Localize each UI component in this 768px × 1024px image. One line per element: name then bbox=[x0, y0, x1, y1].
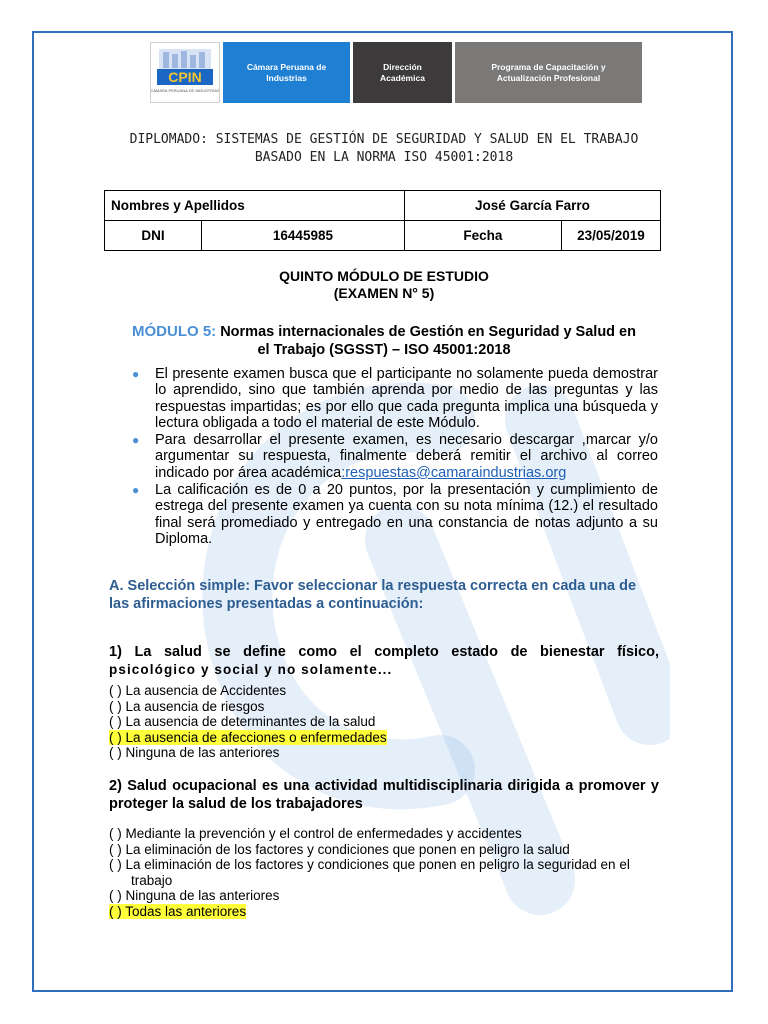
dni-value: 16445985 bbox=[202, 221, 405, 251]
instruction-text: El presente examen busca que el participante no solamente pueda demostrar lo aprendido, sino que también aprenda por medio de las preguntas y las respuestas impartidas; es por ello que cada pregunta implica una búsqueda y lectura obligada a todo el material de este Módulo. bbox=[155, 366, 658, 431]
q2-option-1[interactable]: ( ) Mediante la prevención y el control de enfermedades y accidentes bbox=[109, 826, 522, 841]
instructions-list bbox=[112, 366, 658, 548]
list-item bbox=[112, 366, 658, 431]
q1-option-2[interactable]: ( ) La ausencia de riesgos bbox=[109, 698, 265, 714]
q1-option-4-selected[interactable]: ( ) La ausencia de afecciones o enfermedades bbox=[109, 729, 387, 745]
question-2-options bbox=[109, 826, 669, 920]
list-item bbox=[112, 432, 658, 481]
question-1-options bbox=[109, 683, 669, 761]
bullet-icon: ● bbox=[132, 433, 140, 448]
email-link[interactable]: :respuestas@camaraindustrias.org bbox=[341, 464, 567, 481]
module-title bbox=[104, 323, 664, 341]
diploma-title-line2: BASADO EN LA NORMA ISO 45001:2018 bbox=[254, 150, 514, 165]
banner-segment-camara: Cámara Peruana de Industrias bbox=[220, 42, 350, 103]
q1-option-1[interactable]: ( ) La ausencia de Accidentes bbox=[109, 683, 287, 698]
module-title-line1: Normas internacionales de Gestión en Seguridad y Salud en bbox=[220, 324, 636, 340]
bullet-icon: ● bbox=[132, 483, 140, 498]
header-banner bbox=[150, 42, 642, 103]
dni-label: DNI bbox=[105, 221, 202, 251]
bullet-icon: ● bbox=[132, 367, 140, 381]
cpin-logo-icon bbox=[151, 43, 219, 102]
instruction-text: Para desarrollar el presente examen, es necesario descargar ,marcar y/o argumentar su respuesta, finalmente deberá remitir el archivo al correo indicado por área académica bbox=[155, 432, 658, 481]
date-value: 23/05/2019 bbox=[561, 221, 660, 251]
cpin-logo bbox=[150, 42, 220, 103]
section-a-heading: A. Selección simple: Favor seleccionar la respuesta correcta en cada una de las afirmaciones presentadas a continuación: bbox=[109, 578, 637, 612]
q2-option-4[interactable]: ( ) Ninguna de las anteriores bbox=[109, 888, 280, 904]
name-value: José García Farro bbox=[404, 191, 660, 221]
question-2: 2) Salud ocupacional es una actividad multidisciplinaria dirigida a promover y proteger la salud de los trabajadores bbox=[109, 778, 659, 812]
table-row bbox=[105, 191, 661, 221]
name-label: Nombres y Apellidos bbox=[105, 191, 405, 221]
banner-segment-programa: Programa de Capacitación y Actualización Profesional bbox=[452, 42, 642, 103]
q2-option-5-selected[interactable]: ( ) Todas las anteriores bbox=[109, 903, 247, 919]
q1-option-3[interactable]: ( ) La ausencia de determinantes de la salud bbox=[109, 714, 376, 730]
exam-heading-2: (EXAMEN N° 5) bbox=[333, 285, 435, 301]
q2-option-2[interactable]: ( ) La eliminación de los factores y condiciones que ponen en peligro la salud bbox=[109, 841, 570, 857]
diploma-title-line1: DIPLOMADO: SISTEMAS DE GESTIÓN DE SEGURIDAD Y SALUD EN EL TRABAJO bbox=[129, 132, 639, 147]
exam-heading-1: QUINTO MÓDULO DE ESTUDIO bbox=[279, 268, 489, 284]
module-label: MÓDULO 5: bbox=[132, 323, 217, 340]
svg-text:CPIN: CPIN bbox=[168, 69, 202, 85]
question-1-line1: 1) La salud se define como el completo estado de bienestar físico, bbox=[109, 644, 659, 660]
instruction-text: La calificación es de 0 a 20 puntos, por la presentación y cumplimiento de estrega del presente examen ya cuenta con su nota mínima (12.) el resultado final será promediado y entregado en una constancia de notas adjunto a su Diploma. bbox=[155, 482, 658, 547]
q2-option-3[interactable]: ( ) La eliminación de los factores y condiciones que ponen en peligro la seguridad en el trabajo bbox=[109, 857, 630, 888]
banner-segment-direccion: Dirección Académica bbox=[350, 42, 452, 103]
question-1 bbox=[109, 643, 659, 679]
date-label: Fecha bbox=[404, 221, 561, 251]
q1-option-5[interactable]: ( ) Ninguna de las anteriores bbox=[109, 745, 280, 761]
question-1-line2: psicológico y social y no solamente... bbox=[109, 662, 393, 677]
module-title-line2: el Trabajo (SGSST) – ISO 45001:2018 bbox=[257, 342, 511, 358]
student-info-table bbox=[104, 190, 661, 251]
list-item bbox=[112, 482, 658, 547]
table-row bbox=[105, 221, 661, 251]
svg-text:CÁMARA PERUANA DE INDUSTRIAS: CÁMARA PERUANA DE INDUSTRIAS bbox=[151, 88, 219, 93]
